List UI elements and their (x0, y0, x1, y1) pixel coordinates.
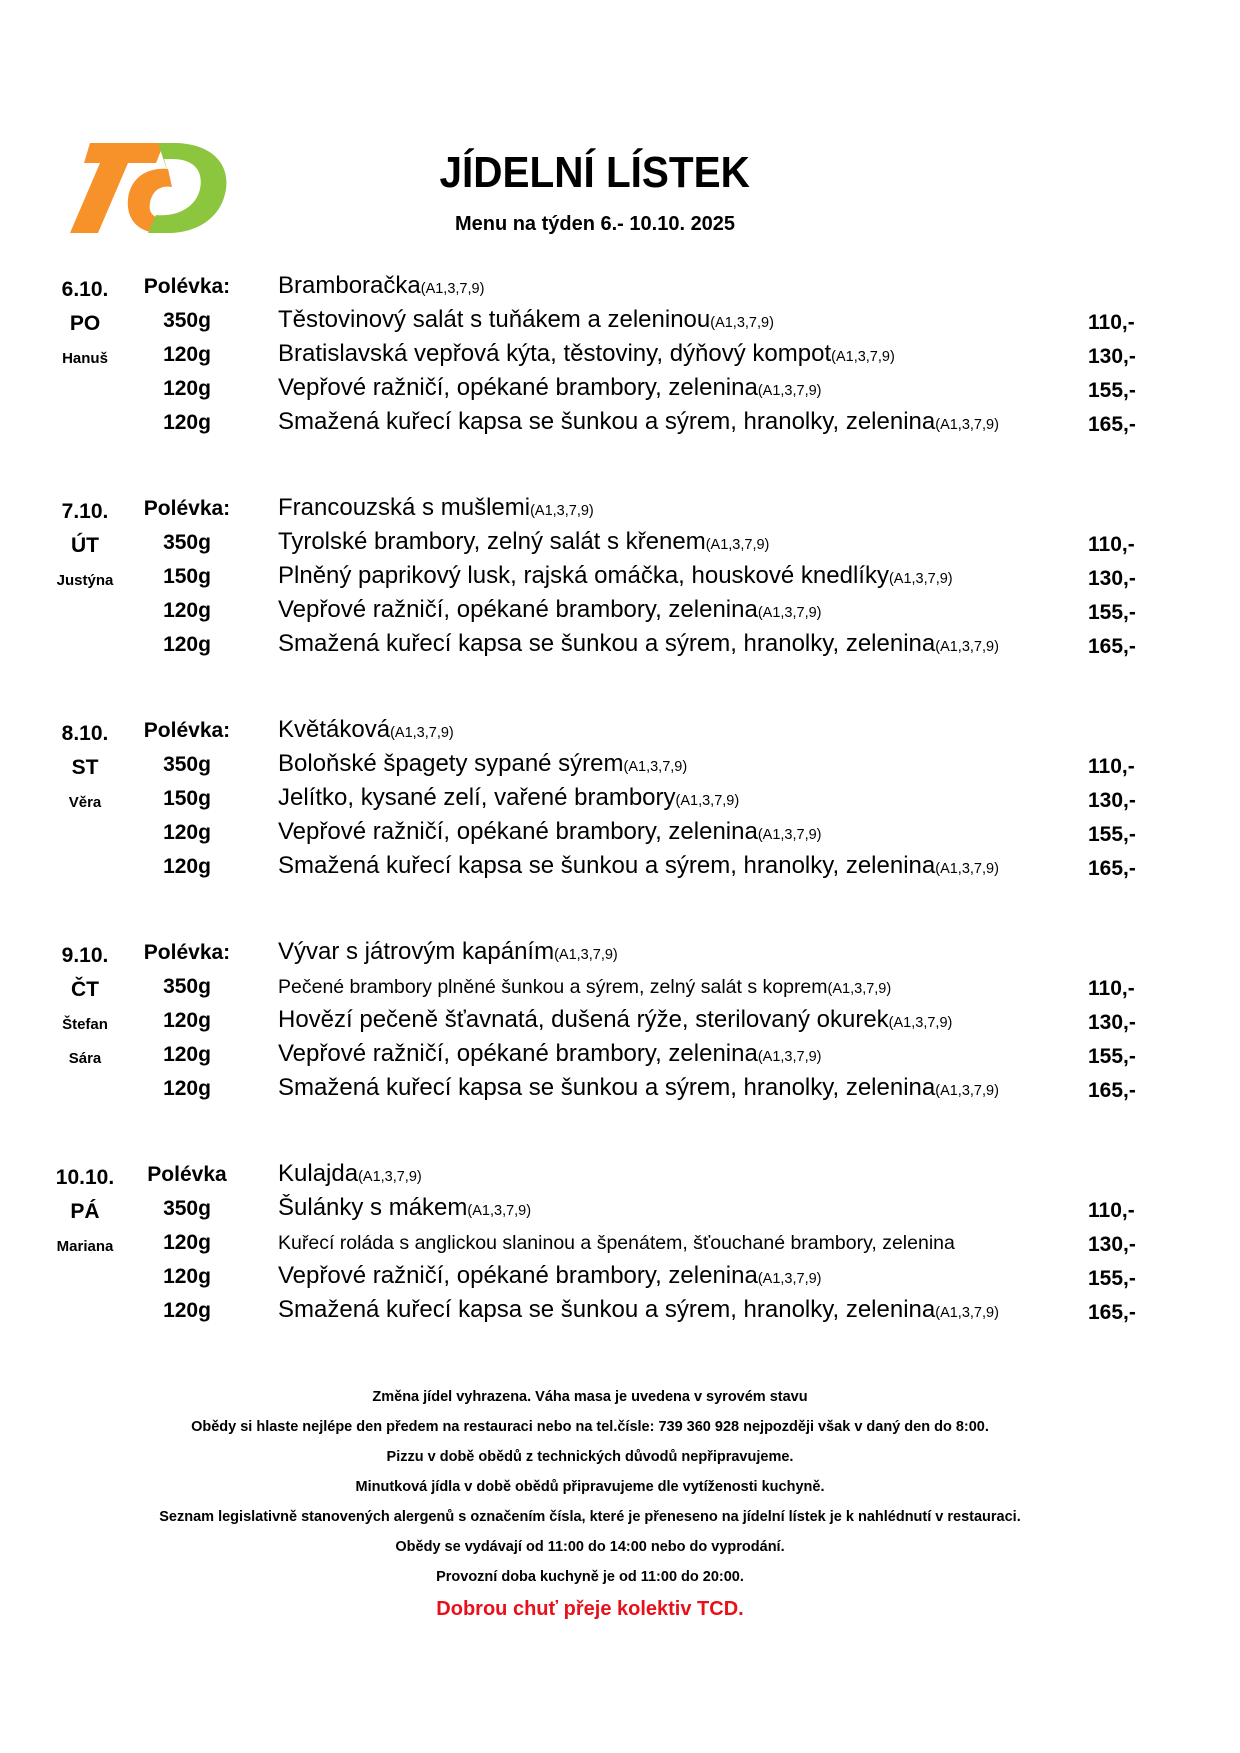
meal-text: Jelítko, kysané zelí, vařené brambory (278, 784, 676, 811)
meal-row (0, 340, 1240, 376)
allergen-codes: (A1,3,7,9) (935, 1083, 999, 1099)
meal-text: Vepřové ražničí, opékané brambory, zelenina (278, 1262, 758, 1289)
meal-row (0, 784, 1240, 820)
nameday: Štefan (62, 1016, 108, 1033)
meal-row (0, 1006, 1240, 1042)
meal-name (278, 1194, 1056, 1222)
meal-text: Bratislavská vepřová kýta, těstoviny, dýňový kompot (278, 340, 832, 367)
soup-label: Polévka: (143, 719, 231, 742)
meal-text: Smažená kuřecí kapsa se šunkou a sýrem, hranolky, zelenina (278, 408, 936, 435)
allergen-codes: (A1,3,7,9) (705, 537, 770, 553)
soup-name (278, 938, 1058, 966)
meal-price: 165,- (1088, 1301, 1136, 1324)
meal-price: 130,- (1088, 567, 1136, 590)
meal-price: 155,- (1088, 823, 1136, 846)
meal-weight: 120g (163, 633, 211, 656)
meal-weight: 120g (163, 821, 211, 844)
allergen-codes: (A1,3,7,9) (358, 1169, 422, 1185)
day-date: 10.10. (55, 1166, 115, 1189)
day-weekday: ST (71, 756, 99, 779)
meal-name (278, 528, 1056, 556)
soup-label: Polévka: (143, 275, 231, 298)
meal-weight: 120g (163, 411, 211, 434)
allergen-codes: (A1,3,7,9) (530, 503, 594, 519)
note-line: Obědy si hlaste nejlépe den předem na restauraci nebo na tel.čísle: 739 360 928 nejpozději však v daný den do 8:00. (191, 1419, 989, 1435)
meal-name (278, 630, 1056, 658)
meal-row (0, 630, 1240, 666)
allergen-codes: (A1,3,7,9) (390, 725, 454, 741)
nameday: Sára (68, 1050, 102, 1067)
meal-name (278, 562, 1056, 590)
meal-weight: 120g (163, 855, 211, 878)
meal-text: Boloňské špagety sypané sýrem (278, 750, 624, 777)
soup-label: Polévka: (143, 941, 231, 964)
meal-name (278, 374, 1056, 402)
note-line: Obědy se vydávají od 11:00 do 14:00 nebo do vyprodání. (395, 1539, 785, 1555)
meal-row (0, 596, 1240, 632)
meal-text: Plněný paprikový lusk, rajská omáčka, houskové knedlíky (278, 562, 889, 589)
meal-price: 155,- (1088, 1267, 1136, 1290)
meal-weight: 120g (163, 599, 211, 622)
meal-row (0, 1262, 1240, 1298)
meal-row (0, 306, 1240, 342)
meal-price: 110,- (1088, 311, 1135, 334)
allergen-codes: (A1,3,7,9) (757, 383, 822, 399)
meal-price: 110,- (1088, 977, 1135, 1000)
meal-weight: 150g (163, 565, 211, 588)
meal-price: 110,- (1088, 1199, 1135, 1222)
day-date: 8.10. (61, 722, 109, 745)
soup-text: Kulajda (278, 1160, 359, 1187)
allergen-codes: (A1,3,7,9) (935, 1305, 999, 1321)
day-block (0, 272, 1240, 494)
meal-weight: 350g (163, 1197, 211, 1220)
meal-row (0, 408, 1240, 444)
meal-name (278, 1262, 1056, 1290)
meal-price: 165,- (1088, 857, 1136, 880)
meal-weight: 120g (163, 1009, 211, 1032)
soup-text: Francouzská s mušlemi (278, 494, 531, 521)
allergen-codes: (A1,3,7,9) (888, 1015, 953, 1031)
meal-row (0, 374, 1240, 410)
meal-row (0, 1040, 1240, 1076)
menu-days (0, 272, 1240, 1382)
meal-text: Smažená kuřecí kapsa se šunkou a sýrem, hranolky, zelenina (278, 852, 936, 879)
day-date: 6.10. (61, 278, 109, 301)
meal-name (278, 340, 1056, 368)
meal-weight: 350g (163, 309, 211, 332)
note-line: Změna jídel vyhrazena. Váha masa je uvedena v syrovém stavu (372, 1389, 808, 1405)
soup-name (278, 494, 1058, 522)
allergen-codes: (A1,3,7,9) (675, 793, 740, 809)
meal-name (278, 1006, 1056, 1034)
meal-name (278, 596, 1056, 624)
allergen-codes: (A1,3,7,9) (888, 571, 953, 587)
day-weekday: PÁ (70, 1200, 100, 1223)
meal-text: Tyrolské brambory, zelný salát s křenem (278, 528, 706, 555)
allergen-codes: (A1,3,7,9) (935, 861, 999, 877)
note-line: Pizzu v době obědů z technických důvodů nepřipravujeme. (386, 1449, 794, 1465)
meal-name (278, 1074, 1056, 1102)
day-block (0, 938, 1240, 1160)
nameday: Věra (68, 794, 102, 811)
meal-name (278, 852, 1056, 880)
allergen-codes: (A1,3,7,9) (935, 639, 999, 655)
meal-text: Kuřecí roláda s anglickou slaninou a špenátem, šťouchané brambory, zelenina (278, 1232, 955, 1254)
day-weekday: PO (69, 312, 101, 335)
meal-text: Hovězí pečeně šťavnatá, dušená rýže, sterilovaný okurek (278, 1006, 889, 1033)
soup-text: Vývar s játrovým kapáním (278, 938, 555, 965)
soup-row (0, 938, 1240, 974)
soup-row (0, 272, 1240, 308)
note-line: Seznam legislativně stanovených alergenů s označením čísla, které je přeneseno na jídelní lístek je k nahlédnutí v restauraci. (159, 1509, 1021, 1525)
closing-message: Dobrou chuť přeje kolektiv TCD. (436, 1598, 744, 1620)
meal-text: Smažená kuřecí kapsa se šunkou a sýrem, hranolky, zelenina (278, 630, 936, 657)
notes-section (0, 1382, 1180, 1626)
meal-weight: 150g (163, 787, 211, 810)
meal-price: 165,- (1088, 413, 1136, 436)
meal-weight: 350g (163, 975, 211, 998)
meal-name (278, 976, 1063, 999)
meal-weight: 120g (163, 377, 211, 400)
meal-price: 155,- (1088, 1045, 1136, 1068)
meal-weight: 120g (163, 1265, 211, 1288)
day-date: 7.10. (61, 500, 109, 523)
meal-name (278, 408, 1056, 436)
meal-price: 130,- (1088, 345, 1136, 368)
meal-text: Smažená kuřecí kapsa se šunkou a sýrem, hranolky, zelenina (278, 1296, 936, 1323)
allergen-codes: (A1,3,7,9) (757, 1271, 822, 1287)
page-title: JÍDELNÍ LÍSTEK (439, 148, 751, 197)
allergen-codes: (A1,3,7,9) (623, 759, 688, 775)
day-block (0, 494, 1240, 716)
meal-name (278, 1232, 1063, 1255)
note-line: Provozní doba kuchyně je od 11:00 do 20:00. (436, 1569, 744, 1585)
meal-row (0, 528, 1240, 564)
meal-name (278, 1296, 1056, 1324)
meal-price: 155,- (1088, 379, 1136, 402)
meal-name (278, 306, 1056, 334)
meal-text: Vepřové ražničí, opékané brambory, zelenina (278, 1040, 758, 1067)
meal-price: 110,- (1088, 755, 1135, 778)
nameday: Justýna (56, 572, 114, 589)
allergen-codes: (A1,3,7,9) (467, 1203, 532, 1219)
meal-price: 155,- (1088, 601, 1136, 624)
meal-row (0, 852, 1240, 888)
meal-price: 165,- (1088, 1079, 1136, 1102)
soup-row (0, 494, 1240, 530)
meal-weight: 120g (163, 1043, 211, 1066)
meal-text: Smažená kuřecí kapsa se šunkou a sýrem, hranolky, zelenina (278, 1074, 936, 1101)
meal-name (278, 818, 1056, 846)
meal-row (0, 818, 1240, 854)
soup-label: Polévka: (143, 497, 231, 520)
allergen-codes: (A1,3,7,9) (757, 827, 822, 843)
meal-text: Pečené brambory plněné šunkou a sýrem, zelný salát s koprem (278, 976, 828, 998)
week-subtitle: Menu na týden 6.- 10.10. 2025 (454, 213, 736, 235)
meal-text: Šulánky s mákem (278, 1194, 468, 1221)
allergen-codes: (A1,3,7,9) (757, 1049, 822, 1065)
meal-price: 130,- (1088, 1011, 1136, 1034)
meal-weight: 120g (163, 1077, 211, 1100)
allergen-codes: (A1,3,7,9) (935, 417, 999, 433)
allergen-codes: (A1,3,7,9) (827, 981, 892, 997)
meal-weight: 350g (163, 531, 211, 554)
nameday: Mariana (56, 1238, 114, 1255)
meal-price: 165,- (1088, 635, 1136, 658)
meal-price: 130,- (1088, 789, 1136, 812)
meal-row (0, 750, 1240, 786)
meal-price: 130,- (1088, 1233, 1136, 1256)
day-weekday: ÚT (71, 534, 99, 557)
meal-row (0, 562, 1240, 598)
meal-weight: 120g (163, 1299, 211, 1322)
meal-weight: 120g (163, 1231, 211, 1254)
allergen-codes: (A1,3,7,9) (831, 349, 895, 365)
meal-name (278, 1040, 1056, 1068)
soup-row (0, 1160, 1240, 1196)
meal-name (278, 750, 1056, 778)
meal-text: Těstovinový salát s tuňákem a zeleninou (278, 306, 711, 333)
soup-name (278, 716, 1058, 744)
meal-name (278, 784, 1056, 812)
meal-weight: 350g (163, 753, 211, 776)
day-date: 9.10. (61, 944, 109, 967)
soup-label: Polévka (147, 1163, 227, 1186)
meal-text: Vepřové ražničí, opékané brambory, zelenina (278, 818, 758, 845)
meal-text: Vepřové ražničí, opékané brambory, zelenina (278, 374, 758, 401)
meal-text: Vepřové ražničí, opékané brambory, zelenina (278, 596, 758, 623)
meal-row (0, 1074, 1240, 1110)
day-weekday: ČT (71, 978, 99, 1001)
meal-row (0, 1228, 1240, 1264)
allergen-codes: (A1,3,7,9) (554, 947, 618, 963)
meal-row (0, 1194, 1240, 1230)
soup-name (278, 1160, 1058, 1188)
allergen-codes: (A1,3,7,9) (420, 281, 485, 297)
soup-text: Bramboračka (278, 272, 421, 299)
meal-row (0, 972, 1240, 1008)
soup-row (0, 716, 1240, 752)
day-block (0, 1160, 1240, 1382)
note-line: Minutková jídla v době obědů připravujeme dle vytíženosti kuchyně. (355, 1479, 825, 1495)
nameday: Hanuš (62, 350, 108, 367)
allergen-codes: (A1,3,7,9) (757, 605, 822, 621)
soup-name (278, 272, 1058, 300)
day-block (0, 716, 1240, 938)
meal-price: 110,- (1088, 533, 1135, 556)
allergen-codes: (A1,3,7,9) (710, 315, 774, 331)
meal-weight: 120g (163, 343, 211, 366)
meal-row (0, 1296, 1240, 1332)
soup-text: Květáková (278, 716, 391, 743)
